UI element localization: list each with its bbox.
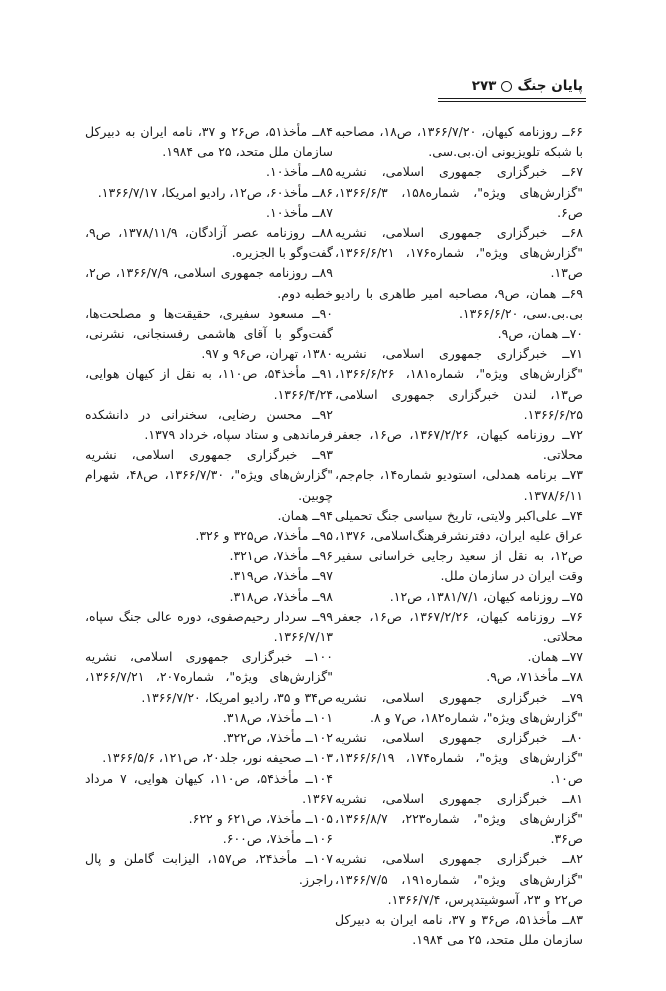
- endnote: ۶۹ــ همان، ص۹، مصاحبه امیر طاهری با رادیو بی.بی.سی، ۱۳۶۶/۶/۲۰.: [335, 285, 583, 321]
- endnote: ۶۸ــ خبرگزاری جمهوری اسلامی، نشریه "گزارش‌های ویژه"، شماره۱۷۶، ۱۳۶۶/۶/۲۱، ص۱۳.: [335, 225, 583, 281]
- endnote: ۸۳ــ مأخذ۵۱، ص۳۶ و ۳۷، نامه ایران به دبیرکل سازمان ملل متحد، ۲۵ می ۱۹۸۴.: [335, 911, 583, 948]
- book-title: پایان جنگ: [517, 78, 583, 94]
- header-rule: [438, 98, 586, 104]
- endnote: ۹۲ــ محسن رضایی، سخنرانی در دانشکده فرماندهی و ستاد سپاه، خرداد ۱۳۷۹.: [85, 406, 333, 443]
- endnote: ۸۱ــ خبرگزاری جمهوری اسلامی، نشریه "گزارش‌های ویژه"، شماره۲۲۳، ۱۳۶۶/۸/۷، ص۳۶.: [335, 790, 583, 847]
- endnote: ۱۰۲ــ مأخذ۷، ص۳۲۲.: [222, 730, 333, 746]
- endnote: ۸۶ــ مأخذ۶۰، ص۱۲، رادیو امریکا، ۱۳۶۶/۷/۱۷.: [97, 184, 333, 200]
- endnotes-left-column: [85, 122, 333, 890]
- endnote: ۹۵ــ مأخذ۷، ص۳۲۵ و ۳۲۶.: [195, 528, 333, 544]
- endnote: ۱۰۷ــ مأخذ۲۴، ص۱۵۷، الیزابت گاملن و پال راجرز.: [85, 851, 333, 887]
- endnote: ۹۰ــ مسعود سفیری، حقیقت‌ها و مصلحت‌ها، گفت‌وگو با آقای هاشمی رفسنجانی، نشرنی، ۱۳۸۰، تهران، ص۹۶ و ۹۷.: [85, 305, 333, 362]
- endnote: ۹۸ــ مأخذ۷، ص۳۱۸.: [229, 588, 333, 604]
- endnote: ۷۵ــ روزنامه کیهان، ۱۳۸۱/۷/۱، ص۱۲.: [389, 588, 583, 604]
- endnote: ۷۱ــ خبرگزاری جمهوری اسلامی، نشریه "گزارش‌های ویژه"، شماره۱۸۱، ۱۳۶۶/۶/۲۶، ص۱۳، لندن خبرگزاری جمهوری اسلامی، ۱۳۶۶/۶/۲۵.: [335, 346, 583, 422]
- running-header: [433, 78, 583, 94]
- page-number: ۲۷۳: [471, 78, 497, 94]
- endnote: ۹۶ــ مأخذ۷، ص۳۲۱.: [229, 548, 333, 564]
- endnote: ۷۶ــ روزنامه کیهان، ۱۳۶۷/۲/۲۶، ص۱۶، جعفر محلاتی.: [335, 608, 583, 645]
- endnote: ۸۸ــ روزنامه عصر آزادگان، ۱۳۷۸/۱۱/۹، ص۹، گفت‌وگو با الجزیره.: [85, 225, 334, 261]
- endnote: ۸۲ــ خبرگزاری جمهوری اسلامی، نشریه "گزارش‌های ویژه"، شماره۱۹۱، ۱۳۶۶/۷/۵، ص۲۲ و ۲۳، آسوشیتدپرس، ۱۳۶۶/۷/۴.: [335, 851, 583, 907]
- endnote: ۷۰ــ همان، ص۹.: [497, 326, 583, 342]
- endnote: ۸۵ــ مأخذ۱۰.: [266, 164, 333, 180]
- endnote: ۷۴ــ علی‌اکبر ولایتی، تاریخ سیاسی جنگ تحمیلی عراق علیه ایران، دفترنشرفرهنگ‌اسلامی، ۱۳۷۶، ص۱۲، به نقل از سعید رجایی خراسانی سفیر وقت ایران در سازمان ملل.: [335, 507, 583, 584]
- endnote: ۷۳ــ برنامه همدلی، استودیو شماره۱۴، جام‌جم، ۱۳۷۸/۶/۱۱.: [335, 467, 583, 503]
- endnote: ۱۰۴ــ مأخذ۵۴، ص۱۱۰، کیهان هوایی، ۷ مرداد ۱۳۶۷.: [85, 770, 333, 806]
- endnote: ۹۳ــ خبرگزاری جمهوری اسلامی، نشریه "گزارش‌های ویژه"، ۱۳۶۶/۷/۳۰، ص۴۸، شهرام چوبین.: [85, 447, 334, 503]
- endnote: ۱۰۱ــ مأخذ۷، ص۳۱۸.: [222, 709, 333, 725]
- endnote: ۸۹ــ روزنامه جمهوری اسلامی، ۱۳۶۶/۷/۹، ص۲، خطبه دوم.: [85, 265, 333, 301]
- endnote: ۷۹ــ خبرگزاری جمهوری اسلامی، نشریه "گزارش‌های ویژه"، شماره۱۸۲، ص۷ و ۸.: [335, 689, 583, 725]
- endnote: ۶۷ــ خبرگزاری جمهوری اسلامی، نشریه "گزارش‌های ویژه"، شماره۱۵۸، ۱۳۶۶/۶/۳، ص۶.: [335, 164, 583, 220]
- endnote: ۱۰۵ــ مأخذ۷، ص۶۲۱ و ۶۲۲.: [188, 810, 333, 826]
- endnotes-right-column: [335, 122, 583, 950]
- endnote: ۸۷ــ مأخذ۱۰.: [266, 204, 333, 220]
- endnote: ۸۴ــ مأخذ۵۱، ص۲۶ و ۳۷، نامه ایران به دبیرکل سازمان ملل متحد، ۲۵ می ۱۹۸۴.: [85, 124, 333, 160]
- endnote: ۷۲ــ روزنامه کیهان، ۱۳۶۷/۲/۲۶، ص۱۶، جعفر محلاتی.: [335, 427, 583, 463]
- endnote: ۸۰ــ خبرگزاری جمهوری اسلامی، نشریه "گزارش‌های ویژه"، شماره۱۷۴، ۱۳۶۶/۶/۱۹، ص۱۰.: [335, 730, 583, 786]
- endnote: ۹۱ــ مأخذ۵۴، ص۱۱۰، به نقل از کیهان هوایی، ۱۳۶۶/۴/۲۴.: [85, 366, 333, 402]
- endnote: ۱۰۰ــ خبرگزاری جمهوری اسلامی، نشریه "گزارش‌های ویژه"، شماره۲۰۷، ۱۳۶۶/۷/۲۱، ص۳۴ و ۳۵، رادیو امریکا، ۱۳۶۶/۷/۲۰.: [85, 649, 333, 705]
- endnote: ۱۰۳ــ صحیفه نور، جلد۲۰، ص۱۲۱، ۱۳۶۶/۵/۶.: [102, 750, 333, 766]
- endnote: ۹۴ــ همان.: [277, 507, 333, 523]
- endnote: ۹۹ــ سردار رحیم‌صفوی، دوره عالی جنگ سپاه، ۱۳۶۶/۷/۱۳.: [85, 608, 333, 645]
- circle-icon: [501, 81, 512, 92]
- endnote: ۹۷ــ مأخذ۷، ص۳۱۹.: [229, 568, 333, 584]
- endnote: ۶۶ــ روزنامه کیهان، ۱۳۶۶/۷/۲۰، ص۱۸، مصاحبه با شبکه تلویزیونی ان.بی.سی.: [335, 124, 583, 160]
- endnote: ۷۸ــ مأخذ۷۱، ص۹.: [486, 669, 583, 685]
- endnote: ۱۰۶ــ مأخذ۷، ص۶۰۰.: [222, 831, 333, 847]
- endnote: ۷۷ــ همان.: [527, 649, 583, 665]
